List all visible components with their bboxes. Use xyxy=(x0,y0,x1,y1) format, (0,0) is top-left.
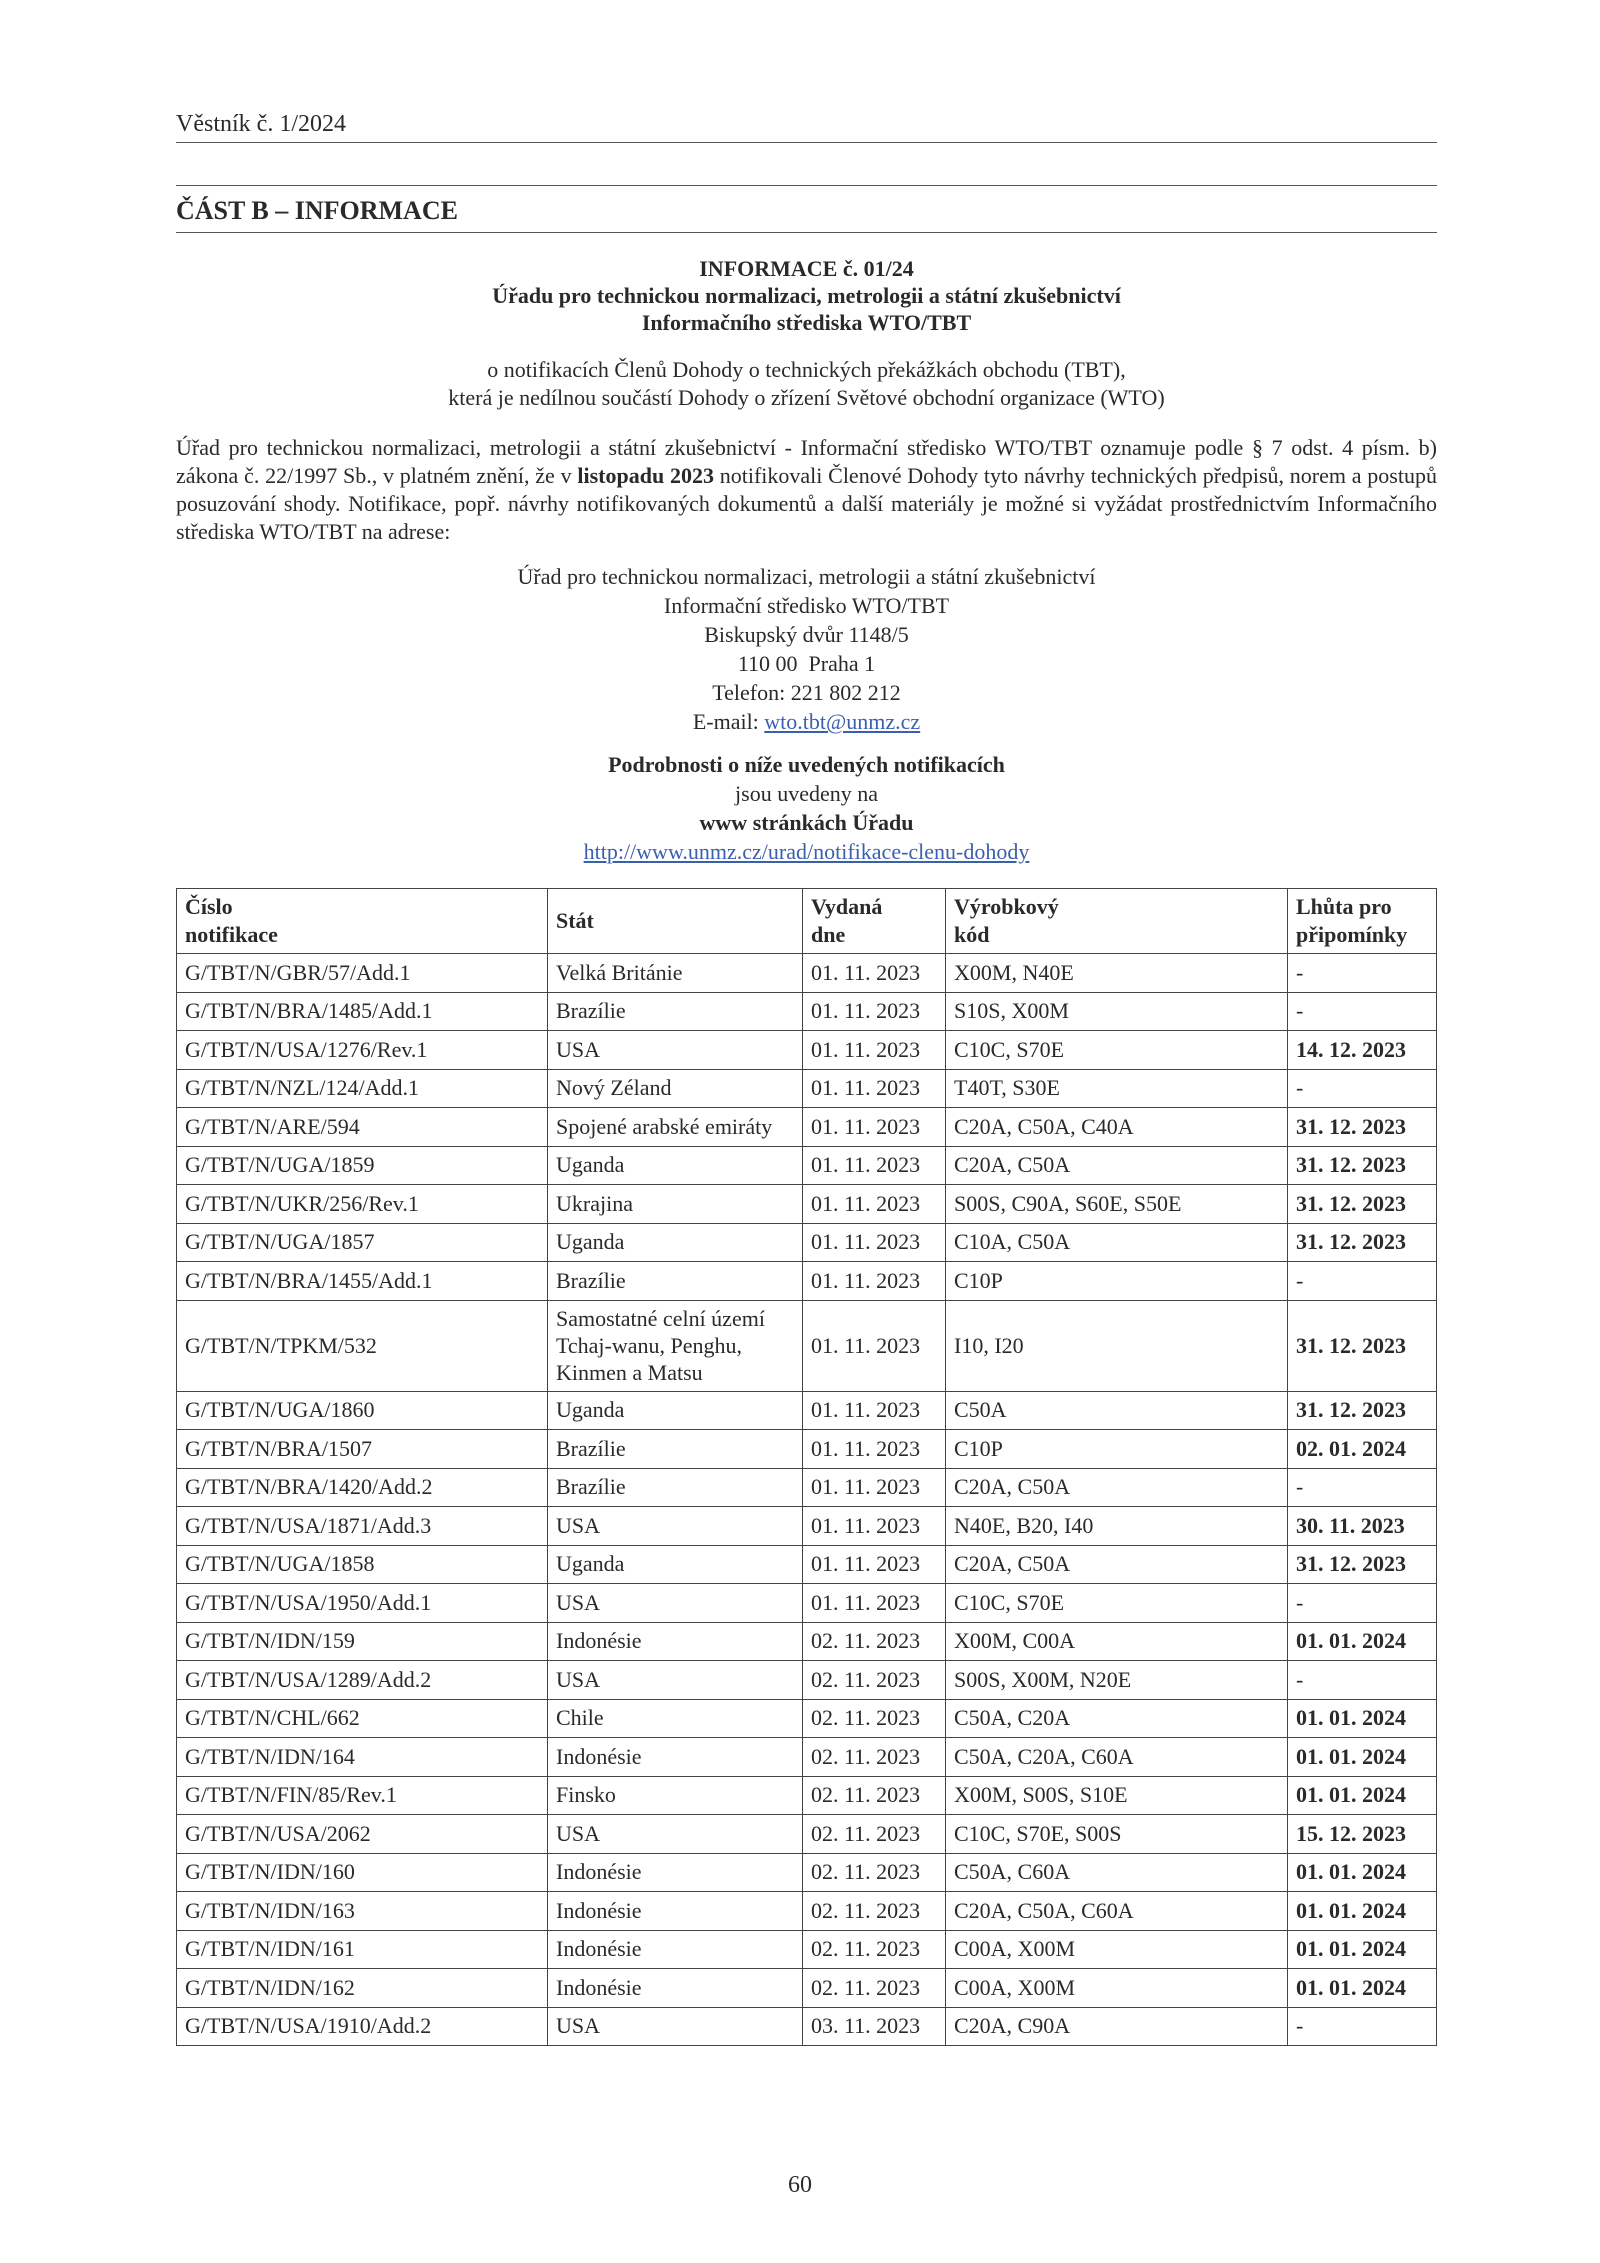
cell-state: Indonésie xyxy=(548,1622,803,1661)
cell-date: 02. 11. 2023 xyxy=(803,1969,946,2008)
cell-code: X00M, N40E xyxy=(946,954,1288,993)
cell-deadline: 02. 01. 2024 xyxy=(1288,1430,1437,1469)
table-row xyxy=(177,992,1437,1031)
cell-state: USA xyxy=(548,1661,803,1700)
cell-deadline: 31. 12. 2023 xyxy=(1288,1108,1437,1147)
cell-date: 02. 11. 2023 xyxy=(803,1661,946,1700)
cell-code: C10P xyxy=(946,1430,1288,1469)
cell-state: Indonésie xyxy=(548,1853,803,1892)
cell-state: Brazílie xyxy=(548,992,803,1031)
cell-number: G/TBT/N/IDN/159 xyxy=(177,1622,548,1661)
cell-deadline: 01. 01. 2024 xyxy=(1288,1969,1437,2008)
header-code: Výrobkový kód xyxy=(946,889,1288,954)
cell-date: 01. 11. 2023 xyxy=(803,1468,946,1507)
cell-state: Velká Británie xyxy=(548,954,803,993)
table-row xyxy=(177,1146,1437,1185)
cell-deadline: 01. 01. 2024 xyxy=(1288,1699,1437,1738)
table-row xyxy=(177,1069,1437,1108)
cell-date: 01. 11. 2023 xyxy=(803,1185,946,1224)
cell-date: 01. 11. 2023 xyxy=(803,992,946,1031)
cell-code: C10C, S70E xyxy=(946,1584,1288,1623)
cell-state: Brazílie xyxy=(548,1430,803,1469)
cell-code: C50A, C60A xyxy=(946,1853,1288,1892)
table-row xyxy=(177,1776,1437,1815)
cell-code: S10S, X00M xyxy=(946,992,1288,1031)
details-line1: Podrobnosti o níže uvedených notifikacích xyxy=(608,752,1005,777)
table-row xyxy=(177,1853,1437,1892)
cell-deadline: - xyxy=(1288,1468,1437,1507)
cell-state: USA xyxy=(548,1815,803,1854)
cell-code: C10P xyxy=(946,1262,1288,1301)
cell-number: G/TBT/N/ARE/594 xyxy=(177,1108,548,1147)
cell-code: C00A, X00M xyxy=(946,1969,1288,2008)
table-row xyxy=(177,2007,1437,2046)
cell-number: G/TBT/N/BRA/1507 xyxy=(177,1430,548,1469)
cell-deadline: - xyxy=(1288,1584,1437,1623)
cell-code: C00A, X00M xyxy=(946,1930,1288,1969)
cell-number: G/TBT/N/UGA/1857 xyxy=(177,1223,548,1262)
cell-date: 01. 11. 2023 xyxy=(803,1223,946,1262)
table-row xyxy=(177,1815,1437,1854)
cell-date: 01. 11. 2023 xyxy=(803,1545,946,1584)
cell-deadline: - xyxy=(1288,1661,1437,1700)
cell-code: C50A, C20A xyxy=(946,1699,1288,1738)
address-line1: Úřad pro technickou normalizaci, metrologii a státní zkušebnictví xyxy=(517,564,1096,589)
cell-date: 01. 11. 2023 xyxy=(803,1430,946,1469)
details-url-link[interactable]: http://www.unmz.cz/urad/notifikace-clenu-dohody xyxy=(583,839,1030,864)
cell-date: 03. 11. 2023 xyxy=(803,2007,946,2046)
details-line2: jsou uvedeny na xyxy=(735,781,878,806)
cell-code: X00M, S00S, S10E xyxy=(946,1776,1288,1815)
cell-number: G/TBT/N/NZL/124/Add.1 xyxy=(177,1069,548,1108)
cell-number: G/TBT/N/TPKM/532 xyxy=(177,1300,548,1391)
table-body xyxy=(177,954,1437,2046)
cell-date: 02. 11. 2023 xyxy=(803,1776,946,1815)
table-row xyxy=(177,1185,1437,1224)
info-subtitle-line1: o notifikacích Členů Dohody o technických překážkách obchodu (TBT), xyxy=(487,357,1126,382)
cell-code: C10C, S70E, S00S xyxy=(946,1815,1288,1854)
cell-date: 01. 11. 2023 xyxy=(803,1031,946,1070)
cell-deadline: 14. 12. 2023 xyxy=(1288,1031,1437,1070)
cell-code: C20A, C50A xyxy=(946,1545,1288,1584)
table-row xyxy=(177,1430,1437,1469)
cell-code: C20A, C50A, C60A xyxy=(946,1892,1288,1931)
cell-deadline: 31. 12. 2023 xyxy=(1288,1391,1437,1430)
cell-code: N40E, B20, I40 xyxy=(946,1507,1288,1546)
table-row xyxy=(177,1468,1437,1507)
cell-number: G/TBT/N/UKR/256/Rev.1 xyxy=(177,1185,548,1224)
intro-part2: notifikovali Členové Dohody tyto návrhy technických předpisů, norem a postupů posuzování shody. Notifikace, popř. návrhy notifikovaných dokumentů a další materiály je možné si vyžádat prostřednictvím Informačního střediska WTO/TBT na adrese: xyxy=(176,463,1437,544)
cell-state: Uganda xyxy=(548,1391,803,1430)
cell-number: G/TBT/N/USA/1276/Rev.1 xyxy=(177,1031,548,1070)
cell-code: T40T, S30E xyxy=(946,1069,1288,1108)
header-date: Vydaná dne xyxy=(803,889,946,954)
email-label: E-mail: xyxy=(692,709,765,734)
cell-number: G/TBT/N/IDN/160 xyxy=(177,1853,548,1892)
cell-date: 02. 11. 2023 xyxy=(803,1853,946,1892)
info-center: Informačního střediska WTO/TBT xyxy=(641,310,972,335)
cell-state xyxy=(548,1300,803,1391)
cell-date: 01. 11. 2023 xyxy=(803,1108,946,1147)
cell-state: Finsko xyxy=(548,1776,803,1815)
address-email xyxy=(176,707,1437,736)
cell-number: G/TBT/N/FIN/85/Rev.1 xyxy=(177,1776,548,1815)
table-row xyxy=(177,1507,1437,1546)
cell-state: Brazílie xyxy=(548,1262,803,1301)
intro-paragraph xyxy=(176,434,1437,546)
cell-deadline: 01. 01. 2024 xyxy=(1288,1930,1437,1969)
info-authority: Úřadu pro technickou normalizaci, metrologii a státní zkušebnictví xyxy=(492,283,1121,308)
table-row xyxy=(177,1969,1437,2008)
cell-number: G/TBT/N/UGA/1860 xyxy=(177,1391,548,1430)
intro-part1: Úřad pro technickou normalizaci, metrologii a státní zkušebnictví - Informační středisko WTO/TBT oznamuje podle § 7 odst. 4 písm. b) zákona č. 22/1997 Sb., v platném znění, že v xyxy=(176,435,1437,488)
cell-deadline: - xyxy=(1288,954,1437,993)
cell-date: 01. 11. 2023 xyxy=(803,1146,946,1185)
cell-date: 02. 11. 2023 xyxy=(803,1892,946,1931)
header-number: Číslo notifikace xyxy=(177,889,548,954)
cell-code: S00S, C90A, S60E, S50E xyxy=(946,1185,1288,1224)
cell-number: G/TBT/N/CHL/662 xyxy=(177,1699,548,1738)
table-row xyxy=(177,1584,1437,1623)
table-row xyxy=(177,1545,1437,1584)
table-row xyxy=(177,1031,1437,1070)
table-row xyxy=(177,1262,1437,1301)
cell-code: C20A, C50A xyxy=(946,1468,1288,1507)
cell-number: G/TBT/N/USA/1950/Add.1 xyxy=(177,1584,548,1623)
cell-number: G/TBT/N/IDN/164 xyxy=(177,1738,548,1777)
cell-deadline: 31. 12. 2023 xyxy=(1288,1545,1437,1584)
cell-number: G/TBT/N/BRA/1485/Add.1 xyxy=(177,992,548,1031)
cell-date: 02. 11. 2023 xyxy=(803,1930,946,1969)
address-block xyxy=(176,562,1437,736)
cell-code: C20A, C50A, C40A xyxy=(946,1108,1288,1147)
table-row xyxy=(177,1300,1437,1391)
cell-state: Brazílie xyxy=(548,1468,803,1507)
cell-state: USA xyxy=(548,1507,803,1546)
cell-date: 02. 11. 2023 xyxy=(803,1815,946,1854)
cell-number: G/TBT/N/UGA/1858 xyxy=(177,1545,548,1584)
notifications-table xyxy=(176,888,1437,2046)
cell-date: 02. 11. 2023 xyxy=(803,1699,946,1738)
cell-number: G/TBT/N/BRA/1420/Add.2 xyxy=(177,1468,548,1507)
cell-state: Indonésie xyxy=(548,1738,803,1777)
table-row xyxy=(177,1738,1437,1777)
cell-state: Indonésie xyxy=(548,1969,803,2008)
address-line3: Biskupský dvůr 1148/5 xyxy=(704,622,909,647)
cell-deadline: 31. 12. 2023 xyxy=(1288,1223,1437,1262)
table-header-row xyxy=(177,889,1437,954)
cell-state: Chile xyxy=(548,1699,803,1738)
info-subtitle-line2: která je nedílnou součástí Dohody o zřízení Světové obchodní organizace (WTO) xyxy=(448,385,1165,410)
table-row xyxy=(177,1661,1437,1700)
cell-code: C50A, C20A, C60A xyxy=(946,1738,1288,1777)
section-title: ČÁST B – INFORMACE xyxy=(176,185,1437,233)
cell-deadline: 01. 01. 2024 xyxy=(1288,1738,1437,1777)
cell-number: G/TBT/N/IDN/162 xyxy=(177,1969,548,2008)
cell-deadline: - xyxy=(1288,2007,1437,2046)
cell-number: G/TBT/N/BRA/1455/Add.1 xyxy=(177,1262,548,1301)
cell-code: C20A, C90A xyxy=(946,2007,1288,2046)
cell-state-line: Samostatné celní území xyxy=(556,1306,765,1331)
cell-date: 01. 11. 2023 xyxy=(803,1069,946,1108)
cell-date: 01. 11. 2023 xyxy=(803,954,946,993)
cell-state: Ukrajina xyxy=(548,1185,803,1224)
cell-code: C10A, C50A xyxy=(946,1223,1288,1262)
cell-deadline: 01. 01. 2024 xyxy=(1288,1776,1437,1815)
address-line2: Informační středisko WTO/TBT xyxy=(663,593,950,618)
cell-deadline: 15. 12. 2023 xyxy=(1288,1815,1437,1854)
info-title: INFORMACE č. 01/24 xyxy=(699,256,914,281)
cell-date: 02. 11. 2023 xyxy=(803,1622,946,1661)
cell-deadline: 01. 01. 2024 xyxy=(1288,1853,1437,1892)
table-row xyxy=(177,1223,1437,1262)
cell-date: 01. 11. 2023 xyxy=(803,1584,946,1623)
cell-state-line: Tchaj-wanu, Penghu, xyxy=(556,1333,743,1358)
header-deadline: Lhůta pro připomínky xyxy=(1288,889,1437,954)
page-number: 60 xyxy=(788,2172,812,2198)
cell-state: Uganda xyxy=(548,1146,803,1185)
table-row xyxy=(177,1391,1437,1430)
cell-number: G/TBT/N/UGA/1859 xyxy=(177,1146,548,1185)
cell-state: Indonésie xyxy=(548,1930,803,1969)
header-state: Stát xyxy=(548,889,803,954)
cell-date: 01. 11. 2023 xyxy=(803,1262,946,1301)
cell-date: 02. 11. 2023 xyxy=(803,1738,946,1777)
cell-code: I10, I20 xyxy=(946,1300,1288,1391)
table-row xyxy=(177,1699,1437,1738)
cell-deadline: 01. 01. 2024 xyxy=(1288,1892,1437,1931)
cell-state: USA xyxy=(548,1584,803,1623)
table-row xyxy=(177,1622,1437,1661)
cell-state: Spojené arabské emiráty xyxy=(548,1108,803,1147)
details-block xyxy=(176,750,1437,866)
table-row xyxy=(177,1892,1437,1931)
cell-code: C20A, C50A xyxy=(946,1146,1288,1185)
cell-deadline: 30. 11. 2023 xyxy=(1288,1507,1437,1546)
cell-date: 01. 11. 2023 xyxy=(803,1507,946,1546)
cell-number: G/TBT/N/IDN/163 xyxy=(177,1892,548,1931)
cell-number: G/TBT/N/IDN/161 xyxy=(177,1930,548,1969)
table-row xyxy=(177,1930,1437,1969)
address-line4: 110 00 Praha 1 xyxy=(737,651,876,676)
cell-state: USA xyxy=(548,2007,803,2046)
cell-deadline: - xyxy=(1288,992,1437,1031)
table-row xyxy=(177,954,1437,993)
address-phone: Telefon: 221 802 212 xyxy=(712,680,901,705)
cell-deadline: 31. 12. 2023 xyxy=(1288,1300,1437,1391)
cell-number: G/TBT/N/USA/2062 xyxy=(177,1815,548,1854)
running-head: Věstník č. 1/2024 xyxy=(176,110,1437,143)
email-link[interactable]: wto.tbt@unmz.cz xyxy=(764,709,921,734)
cell-state: Uganda xyxy=(548,1223,803,1262)
cell-code: X00M, C00A xyxy=(946,1622,1288,1661)
info-heading xyxy=(176,255,1437,336)
cell-state: USA xyxy=(548,1031,803,1070)
cell-number: G/TBT/N/USA/1910/Add.2 xyxy=(177,2007,548,2046)
cell-date: 01. 11. 2023 xyxy=(803,1300,946,1391)
cell-number: G/TBT/N/USA/1871/Add.3 xyxy=(177,1507,548,1546)
page xyxy=(176,110,1437,2046)
cell-state: Uganda xyxy=(548,1545,803,1584)
cell-number: G/TBT/N/GBR/57/Add.1 xyxy=(177,954,548,993)
info-subtitle xyxy=(176,356,1437,412)
cell-code: S00S, X00M, N20E xyxy=(946,1661,1288,1700)
cell-deadline: - xyxy=(1288,1262,1437,1301)
cell-deadline: 31. 12. 2023 xyxy=(1288,1146,1437,1185)
cell-deadline: 31. 12. 2023 xyxy=(1288,1185,1437,1224)
cell-deadline: - xyxy=(1288,1069,1437,1108)
cell-state: Nový Zéland xyxy=(548,1069,803,1108)
cell-number: G/TBT/N/USA/1289/Add.2 xyxy=(177,1661,548,1700)
cell-state-line: Kinmen a Matsu xyxy=(556,1360,703,1385)
cell-code: C50A xyxy=(946,1391,1288,1430)
intro-bold: listopadu 2023 xyxy=(577,463,714,488)
cell-deadline: 01. 01. 2024 xyxy=(1288,1622,1437,1661)
cell-date: 01. 11. 2023 xyxy=(803,1391,946,1430)
cell-state: Indonésie xyxy=(548,1892,803,1931)
details-line3: www stránkách Úřadu xyxy=(699,810,914,835)
table-row xyxy=(177,1108,1437,1147)
cell-code: C10C, S70E xyxy=(946,1031,1288,1070)
